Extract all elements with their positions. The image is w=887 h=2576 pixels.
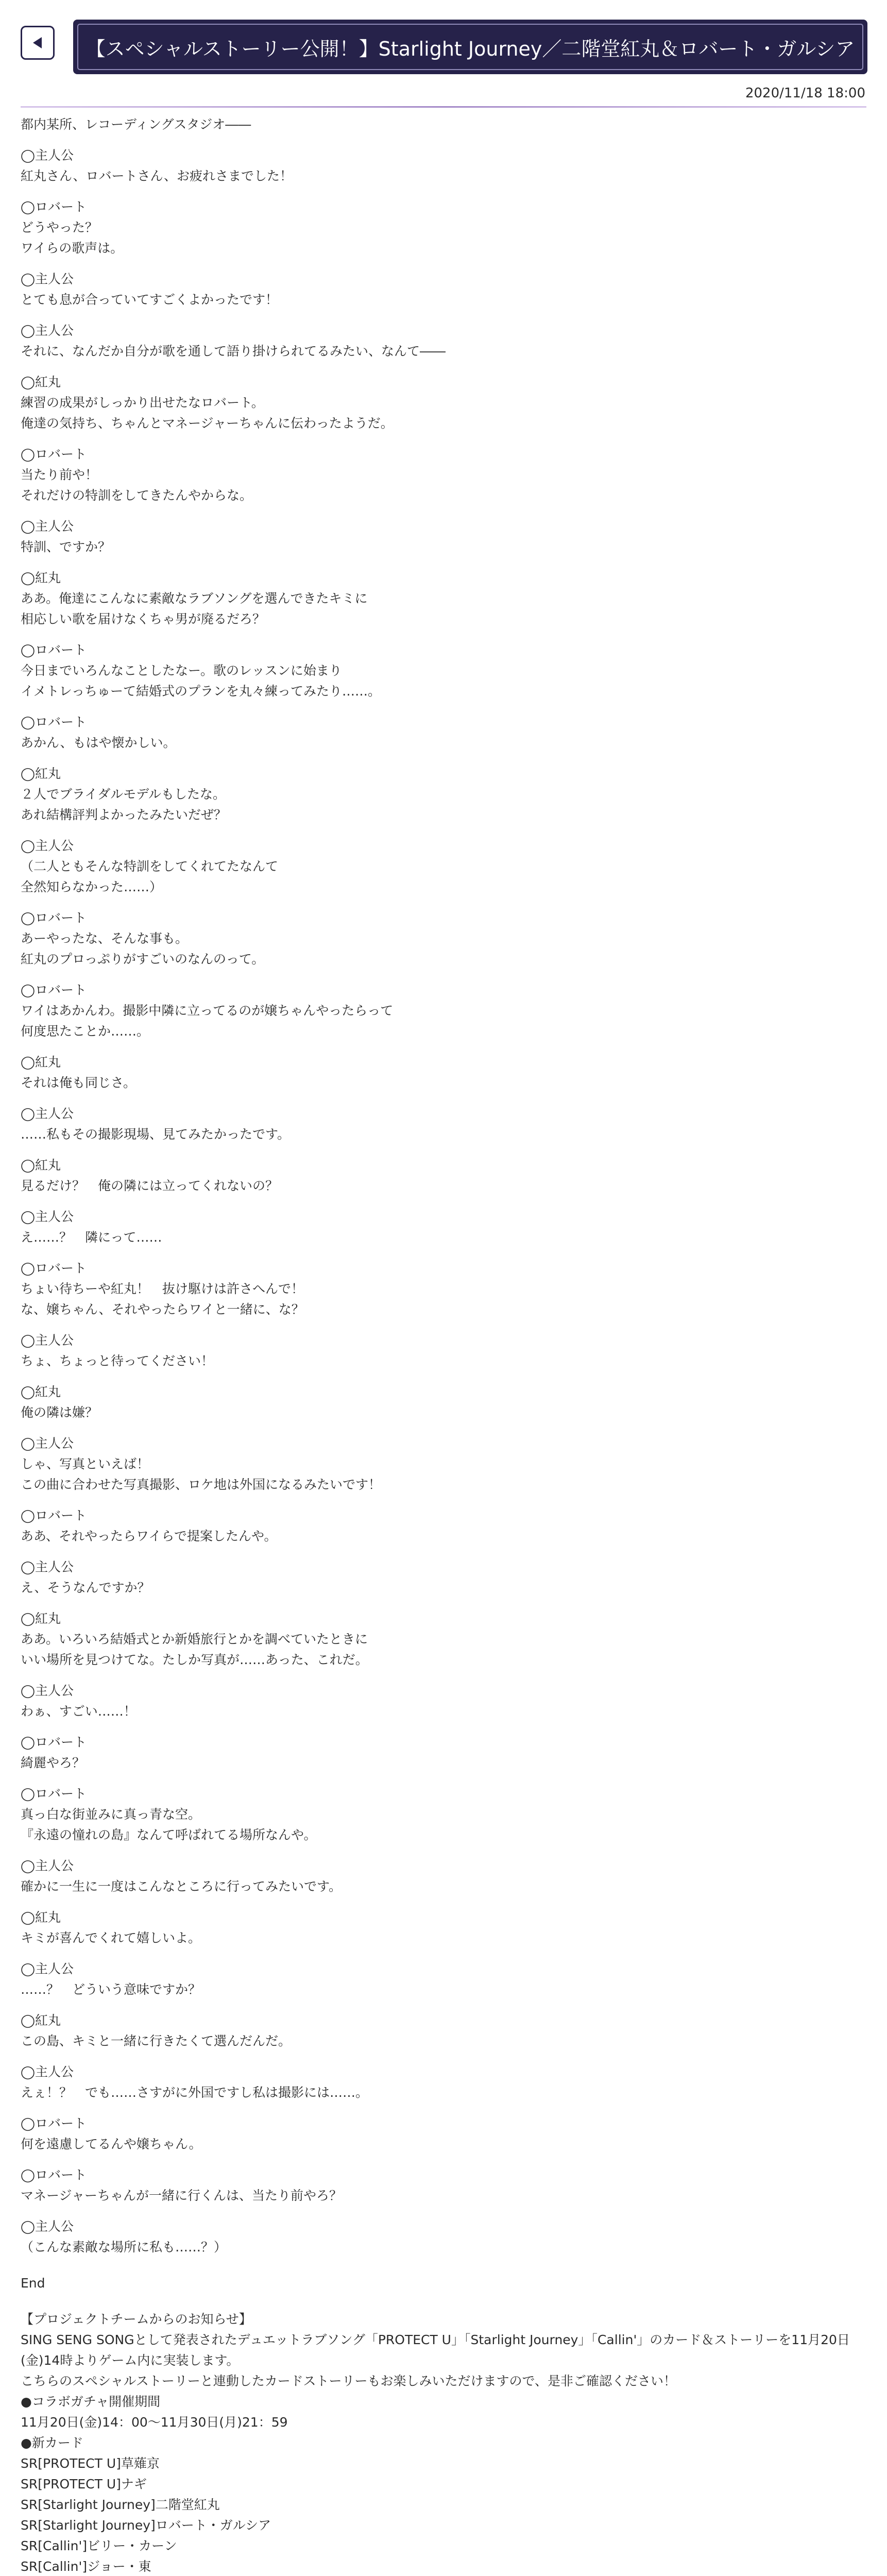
speaker-name: ◯ロバート [21, 715, 87, 730]
speaker-name: ◯ロバート [21, 199, 87, 214]
speaker-name: ◯主人公 [21, 1560, 74, 1574]
dialogue-block [21, 1907, 866, 1948]
dialogue-block [21, 1732, 866, 1773]
dialogue-block [21, 908, 866, 970]
dialogue-block [21, 145, 866, 187]
dialogue-text: あーやったな、そんな事も。 紅丸のプロっぷりがすごいのなんのって。 [21, 931, 265, 967]
dialogue-block [21, 1784, 866, 1845]
card-item: SR[Starlight Journey]二階堂紅丸 [21, 2497, 220, 2512]
page-title: 【スペシャルストーリー公開！】Starlight Journey／二階堂紅丸＆ロバート・ガルシア [77, 24, 863, 70]
left-triangle-icon [30, 36, 45, 50]
dialogue-block [21, 1608, 866, 1670]
dialogue-block [21, 764, 866, 825]
speaker-name: ◯主人公 [21, 1333, 74, 1348]
back-button[interactable] [21, 26, 55, 60]
dialogue-text: 練習の成果がしっかり出せたなロバート。 俺達の気持ち、ちゃんとマネージャーちゃんに伝わったようだ。 [21, 395, 394, 431]
speaker-name: ◯ロバート [21, 982, 87, 997]
notice-section [21, 2309, 866, 2576]
dialogue-text: ワイはあかんわ。撮影中隣に立ってるのが嬢ちゃんやったらって 何度思たことか……。 [21, 1003, 394, 1039]
dialogue-text: 確かに一生に一度はこんなところに行ってみたいです。 [21, 1879, 342, 1894]
speaker-name: ◯ロバート [21, 1508, 87, 1523]
speaker-name: ◯主人公 [21, 148, 74, 163]
dialogue-text: 紅丸さん、ロバートさん、お疲れさまでした！ [21, 168, 293, 183]
dialogue-block [21, 712, 866, 753]
dialogue-text: 当たり前や！ それだけの特訓をしてきたんやからな。 [21, 467, 253, 503]
dialogue-text: 真っ白な街並みに真っ青な空。 『永遠の憧れの島』なんて呼ばれてる場所なんや。 [21, 1807, 317, 1842]
speaker-name: ◯主人公 [21, 2219, 74, 2234]
speaker-name: ◯主人公 [21, 1961, 74, 1976]
speaker-name: ◯紅丸 [21, 766, 61, 781]
dialogue-text: え、そうなんですか？ [21, 1580, 150, 1595]
dialogue-block [21, 2010, 866, 2052]
dialogue-text: ああ、それやったらワイらで提案したんや。 [21, 1529, 277, 1544]
dialogue-text: え……？ 隣にって…… [21, 1230, 162, 1245]
card-item: SR[Callin']ジョー・東 [21, 2559, 151, 2574]
speaker-name: ◯ロバート [21, 1261, 87, 1276]
speaker-name: ◯主人公 [21, 323, 74, 338]
speaker-name: ◯主人公 [21, 838, 74, 853]
gacha-heading: ●コラボガチャ開催期間 [21, 2394, 161, 2409]
dialogue-block [21, 1856, 866, 1897]
dialogue-text: （二人ともそんな特訓をしてくれてたなんて 全然知らなかった……） [21, 859, 279, 894]
speaker-name: ◯紅丸 [21, 1055, 61, 1070]
speaker-name: ◯紅丸 [21, 375, 61, 389]
dialogue-block [21, 1052, 866, 1093]
dialogue-block [21, 1681, 866, 1722]
dialogue-block [21, 568, 866, 630]
dialogue-text: ……？ どういう意味ですか？ [21, 1982, 201, 1997]
dialogue-text: 見るだけ？ 俺の隣には立ってくれないの？ [21, 1178, 279, 1193]
dialogue-text: 特訓、ですか？ [21, 539, 111, 554]
dialogue-text: 綺麗やろ？ [21, 1755, 86, 1770]
dialogue-block [21, 269, 866, 310]
dialogue-text: わぁ、すごい……！ [21, 1704, 137, 1719]
speaker-name: ◯ロバート [21, 2167, 87, 2182]
header-divider [21, 106, 866, 108]
dialogue-text: ２人でブライダルモデルもしたな。 あれ結構評判よかったみたいだぜ？ [21, 787, 227, 822]
speaker-name: ◯主人公 [21, 519, 74, 534]
dialogue-text: えぇ！？ でも……さすがに外国ですし私は撮影には……。 [21, 2085, 369, 2100]
card-item: SR[PROTECT U]草薙京 [21, 2456, 160, 2471]
speaker-name: ◯紅丸 [21, 1910, 61, 1925]
dialogue-block [21, 1959, 866, 2000]
dialogue-block [21, 1433, 866, 1495]
card-list [21, 2453, 866, 2576]
dialogue-text: それは俺も同じさ。 [21, 1075, 137, 1090]
story-intro: 都内某所、レコーディングスタジオ―― [21, 117, 251, 132]
cards-heading: ●新カード [21, 2435, 83, 2450]
dialogue-block [21, 2216, 866, 2258]
notice-body: SING SENG SONGとして発表されたデュエットラブソング「PROTECT U」「Starlight Journey」「Callin'」のカード＆ストーリーを11月20日(金)14時よりゲーム内に実装します。 こちらのスペシャルストーリーと連動したカードストーリーもお楽しみいただけますので、是非ご確認ください！ [21, 2332, 850, 2388]
speaker-name: ◯ロバート [21, 910, 87, 925]
speaker-name: ◯主人公 [21, 1209, 74, 1224]
post-date: 2020/11/18 18:00 [745, 86, 865, 101]
dialogue-block [21, 980, 866, 1042]
speaker-name: ◯主人公 [21, 272, 74, 286]
dialogue-text: 何を遠慮してるんや嬢ちゃん。 [21, 2137, 202, 2151]
dialogue-block [21, 1505, 866, 1547]
speaker-name: ◯紅丸 [21, 2013, 61, 2028]
speaker-name: ◯ロバート [21, 1786, 87, 1801]
dialogue-text: あかん、もはや懐かしい。 [21, 735, 176, 750]
story-end: End [21, 2276, 45, 2291]
speaker-name: ◯ロバート [21, 2116, 87, 2131]
dialogue-text: ……私もその撮影現場、見てみたかったです。 [21, 1127, 291, 1142]
dialogue-block [21, 2165, 866, 2206]
dialogue-block [21, 1382, 866, 1423]
dialogue-block [21, 2113, 866, 2155]
dialogue-text: 俺の隣は嫌？ [21, 1405, 98, 1420]
dialogue-text: ああ。俺達にこんなに素敵なラブソングを選んできたキミに 相応しい歌を届けなくちゃ男が廃るだろ？ [21, 591, 368, 626]
speaker-name: ◯紅丸 [21, 1158, 61, 1173]
card-item: SR[Callin']ビリー・カーン [21, 2538, 177, 2553]
speaker-name: ◯ロバート [21, 642, 87, 657]
card-item: SR[PROTECT U]ナギ [21, 2477, 147, 2492]
speaker-name: ◯ロバート [21, 1735, 87, 1750]
dialogue-block [21, 372, 866, 434]
dialogue-block [21, 836, 866, 897]
dialogue-text: マネージャーちゃんが一緒に行くんは、当たり前やろ？ [21, 2188, 343, 2203]
dialogue-block [21, 1258, 866, 1320]
speaker-name: ◯主人公 [21, 1683, 74, 1698]
dialogue-text: しゃ、写真といえば！ この曲に合わせた写真撮影、ロケ地は外国になるみたいです！ [21, 1456, 382, 1492]
dialogue-text: キミが喜んでくれて嬉しいよ。 [21, 1930, 201, 1945]
speaker-name: ◯主人公 [21, 2064, 74, 2079]
card-item: SR[Starlight Journey]ロバート・ガルシア [21, 2518, 271, 2533]
dialogue-text: とても息が合っていてすごくよかったです！ [21, 292, 279, 307]
dialogue-block [21, 1557, 866, 1598]
speaker-name: ◯主人公 [21, 1858, 74, 1873]
dialogue-block [21, 444, 866, 506]
dialogue-block [21, 640, 866, 702]
dialogue-text: ちょ、ちょっと待ってください！ [21, 1353, 214, 1368]
dialogue-block [21, 320, 866, 362]
dialogue-block [21, 1207, 866, 1248]
page-header [0, 0, 887, 82]
story-dialogue [21, 145, 866, 2258]
speaker-name: ◯紅丸 [21, 1611, 61, 1626]
article-body [21, 114, 866, 2576]
dialogue-text: この島、キミと一緒に行きたくて選んだんだ。 [21, 2033, 292, 2048]
dialogue-text: それに、なんだか自分が歌を通して語り掛けられてるみたい、なんて―― [21, 344, 446, 359]
dialogue-block [21, 1155, 866, 1196]
title-bar [73, 20, 867, 74]
speaker-name: ◯ロバート [21, 447, 87, 462]
dialogue-text: （こんな素敵な場所に私も……？） [21, 2240, 227, 2255]
dialogue-text: ああ。いろいろ結婚式とか新婚旅行とかを調べていたときに いい場所を見つけてな。たしか写真が……あった、これだ。 [21, 1632, 368, 1667]
dialogue-block [21, 2062, 866, 2103]
dialogue-text: ちょい待ちーや紅丸！ 抜け駆けは許さへんで！ な、嬢ちゃん、それやったらワイと一緒に、な？ [21, 1281, 304, 1317]
speaker-name: ◯紅丸 [21, 570, 61, 585]
dialogue-text: どうやった？ ワイらの歌声は。 [21, 220, 124, 256]
dialogue-block [21, 197, 866, 259]
notice-title: 【プロジェクトチームからのお知らせ】 [21, 2312, 252, 2327]
dialogue-text: 今日までいろんなことしたなー。歌のレッスンに始まり イメトレっちゅーて結婚式のプランを丸々練ってみたり……。 [21, 663, 381, 699]
dialogue-block [21, 516, 866, 557]
gacha-period: 11月20日(金)14：00～11月30日(月)21：59 [21, 2415, 288, 2430]
dialogue-block [21, 1104, 866, 1145]
speaker-name: ◯紅丸 [21, 1384, 61, 1399]
dialogue-block [21, 1330, 866, 1371]
speaker-name: ◯主人公 [21, 1106, 74, 1121]
speaker-name: ◯主人公 [21, 1436, 74, 1451]
